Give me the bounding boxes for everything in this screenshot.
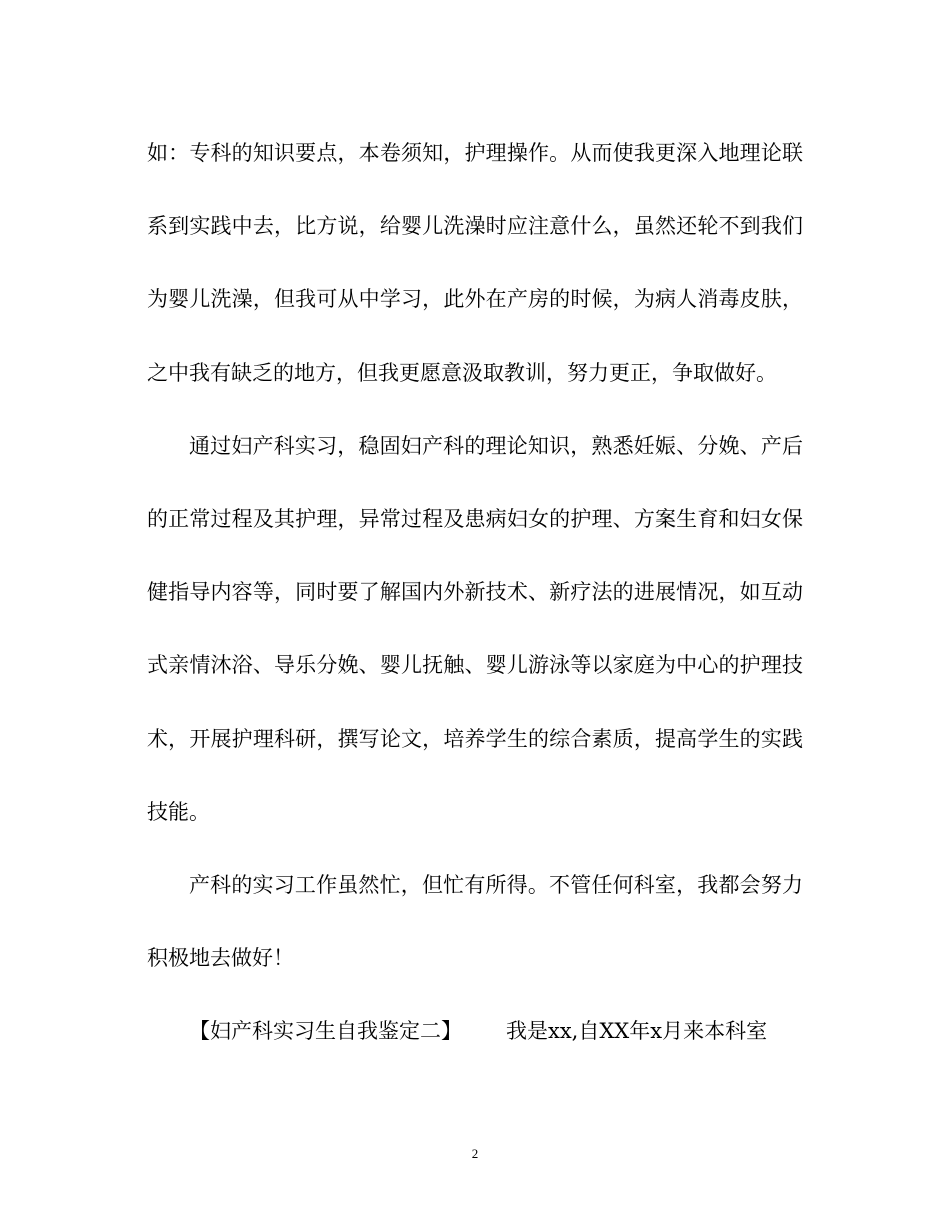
section-heading: 【妇产科实习生自我鉴定二】 — [189, 1019, 462, 1044]
section-heading-line — [147, 995, 803, 1068]
paragraph-3: 产科的实习工作虽然忙，但忙有所得。不管任何科室，我都会努力积极地去做好！ — [147, 873, 803, 971]
document-body — [147, 117, 803, 1069]
paragraph-1: 如：专科的知识要点，本卷须知，护理操作。从而使我更深入地理论联系到实践中去，比方说，给婴儿洗澡时应注意什么，虽然还轮不到我们为婴儿洗澡，但我可从中学习，此外在产房的时候，为病人消毒皮肤，之中我有缺乏的地方，但我更愿意汲取教训，努力更正，争取做好。 — [147, 141, 803, 385]
section-intro: 我是xx,自XX年x月来本科室 — [506, 1019, 768, 1044]
page-number: 2 — [471, 1146, 479, 1161]
paragraph-2: 通过妇产科实习，稳固妇产科的理论知识，熟悉妊娠、分娩、产后的正常过程及其护理，异常过程及患病妇女的护理、方案生育和妇女保健指导内容等，同时要了解国内外新技术、新疗法的进展情况，如互动式亲情沐浴、导乐分娩、婴儿抚触、婴儿游泳等以家庭为中心的护理技术，开展护理科研，撰写论文，培养学生的综合素质，提高学生的实践技能。 — [147, 433, 803, 824]
